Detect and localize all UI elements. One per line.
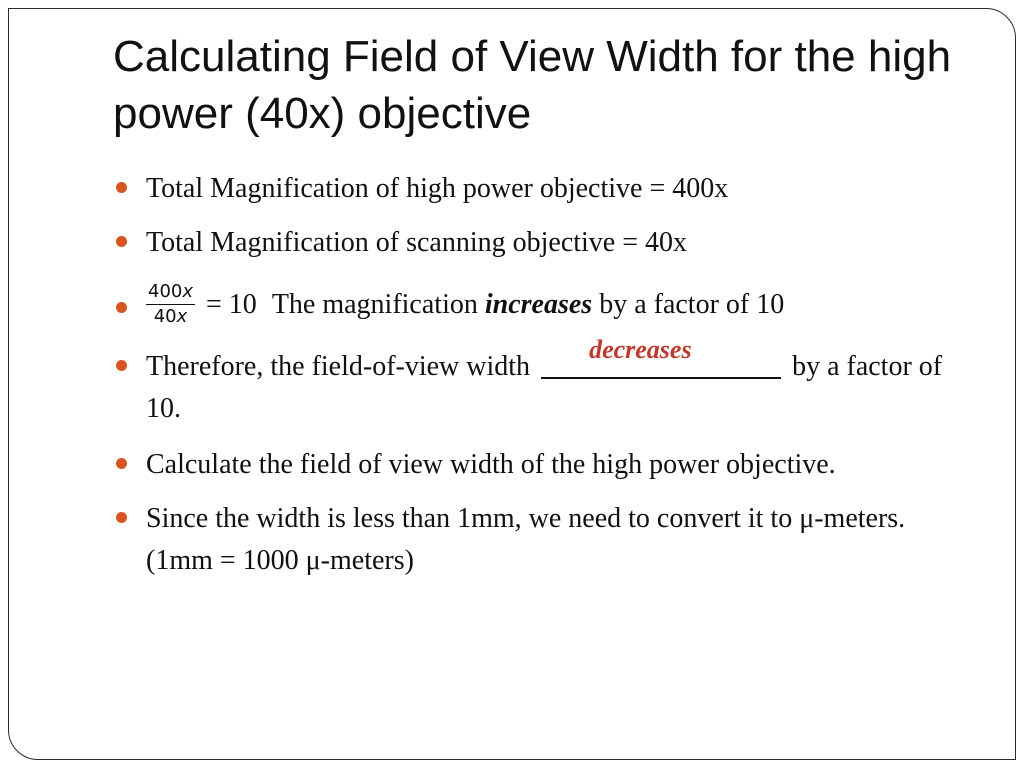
bullet-item-scanning [116, 222, 976, 264]
bullet-text: Therefore, the field-of-view width [146, 351, 538, 382]
slide-title: Calculating Field of View Width for the high power (40x) objective [113, 32, 952, 138]
fraction-denominator: 40x [153, 306, 188, 327]
emphasis-text: increases [484, 288, 593, 320]
bullet-dot-icon [116, 236, 127, 247]
bullet-item-high-power [116, 168, 976, 210]
bullet-item-convert [116, 498, 976, 582]
bullet-text: by a factor of 10 [592, 288, 785, 320]
bullet-text: Total Magnification of scanning objective = 40x [146, 227, 688, 258]
fraction-numerator: 400x [146, 280, 195, 305]
bullet-dot-icon [116, 182, 127, 193]
bullet-text: Total Magnification of high power objective = 400x [146, 173, 729, 204]
bullet-item-therefore [116, 335, 976, 430]
fill-in-blank [541, 335, 781, 379]
bullet-text: by a factor of 10. [146, 351, 943, 424]
ratio-result: = 10 [206, 288, 257, 320]
bullet-item-calculate [116, 444, 976, 486]
bullet-text: Calculate the field of view width of the high power objective. [146, 449, 836, 480]
bullet-dot-icon [116, 458, 127, 469]
bullet-item-ratio [116, 282, 976, 331]
bullet-text: Since the width is less than 1mm, we need to convert it to μ-meters. (1mm = 1000 μ-meters) [146, 503, 906, 576]
bullet-dot-icon [116, 360, 127, 371]
bullet-text: The magnification [271, 288, 485, 320]
bullet-dot-icon [116, 512, 127, 523]
bullet-dot-icon [116, 302, 127, 313]
blank-answer: decreases [589, 335, 692, 364]
fraction [146, 280, 195, 329]
